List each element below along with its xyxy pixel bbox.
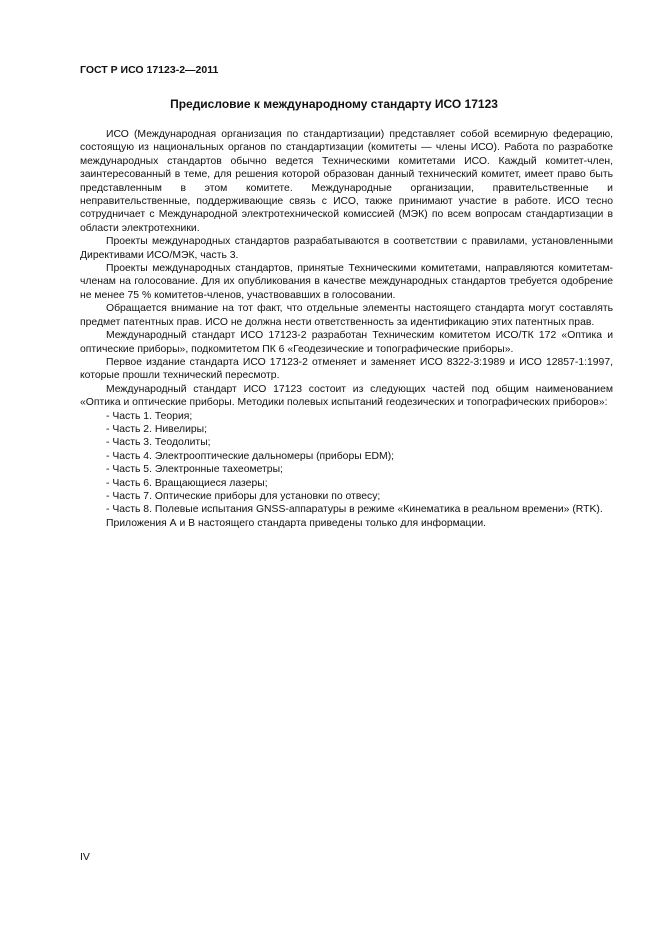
paragraph: Первое издание стандарта ИСО 17123-2 отменяет и заменяет ИСО 8322-3:1989 и ИСО 12857-1:1997, которые прошли технический пересмотр. [80,356,613,382]
paragraph: Проекты международных стандартов разрабатываются в соответствии с правилами, установленными Директивами ИСО/МЭК, часть 3. [80,236,613,261]
paragraph: Международный стандарт ИСО 17123-2 разработан Техническим комитетом ИСО/ТК 172 «Оптика и оптические приборы», подкомитетом ПК 6 «Геодезические и топографические приборы». [80,330,613,355]
list-item: - Часть 8. Полевые испытания GNSS-аппаратуры в режиме «Кинематика в реальном времени» (RTK). [106,504,603,516]
closing-paragraph: Приложения А и В настоящего стандарта приведены только для информации. [106,517,487,529]
page-number: IV [80,851,90,863]
paragraph: ИСО (Международная организация по стандартизации) представляет собой всемирную федерацию, состоящую из национальных органов по стандартизации (комитеты — члены ИСО). Работа по разработке международных стандартов обычно ведется Техническими комитетами ИСО. Каждый комитет-член, заинтересованный в теме, для решения которой образован данный технический комитет, имеет право быть представленным в этом комитете. Международные организации, правительственные и неправительственные, поддерживающие связь с ИСО, также принимают участие в работе. ИСО тесно сотрудничает с Международной электротехнической комиссией (МЭК) по всем вопросам стандартизации в области электротехники. [80,129,613,234]
paragraph: Международный стандарт ИСО 17123 состоит из следующих частей под общим наименованием «Оптика и оптические приборы. Методики полевых испытаний геодезических и топографических приборов»: [80,383,613,409]
list-item: - Часть 2. Нивелиры; [106,423,208,435]
list-item: - Часть 1. Теория; [106,410,193,422]
paragraph: Обращается внимание на тот факт, что отдельные элементы настоящего стандарта могут составлять предмет патентных прав. ИСО не должна нести ответственность за идентификацию этих патентных прав. [80,303,613,328]
list-item: - Часть 3. Теодолиты; [106,437,211,449]
foreword-body [80,128,613,530]
list-item: - Часть 4. Электрооптические дальномеры (приборы EDM); [106,450,395,462]
document-code-header: ГОСТ Р ИСО 17123-2—2011 [80,64,219,76]
section-title: Предисловие к международному стандарту ИСО 17123 [170,97,498,111]
list-item: - Часть 5. Электронные тахеометры; [106,464,283,476]
list-item: - Часть 7. Оптические приборы для установки по отвесу; [106,490,381,502]
list-item: - Часть 6. Вращающиеся лазеры; [106,477,268,489]
paragraph: Проекты международных стандартов, принятые Техническими комитетами, направляются комитетам-членам на голосование. Для их опубликования в качестве международных стандартов требуется одобрение не менее 75 % комитетов-членов, участвовавших в голосовании. [80,263,613,301]
parts-list [80,410,613,517]
